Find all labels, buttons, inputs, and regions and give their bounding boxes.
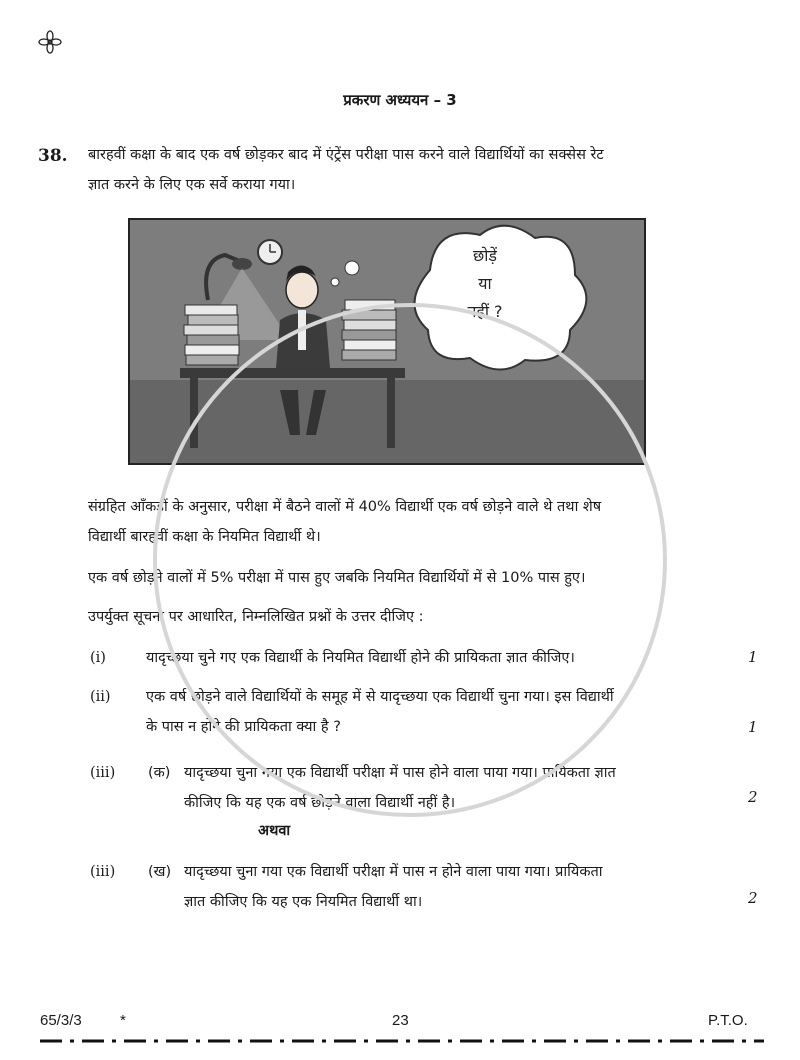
question-intro	[88, 140, 728, 200]
part-i-text: यादृच्छया चुने गए एक विद्यार्थी के नियमित विद्यार्थी होने की प्रायिकता ज्ञात कीजिए।	[146, 650, 575, 666]
part-ii-text	[146, 682, 736, 742]
bubble-line-2: या	[478, 274, 492, 293]
bubble-line-1: छोड़ें	[473, 246, 497, 265]
flower-ornament-icon	[38, 30, 62, 54]
part-iii-b-line-1: यादृच्छया चुना गया एक विद्यार्थी परीक्षा में पास न होने वाला पाया गया। प्रायिकता	[184, 864, 603, 880]
part-iii-a-line-2: कीजिए कि यह एक वर्ष छोड़ने वाला विद्यार्थी नहीं है।	[184, 795, 456, 811]
part-iii-b-number: (iii)	[90, 864, 116, 880]
part-iii-b-line-2: ज्ञात कीजिए कि यह एक नियमित विद्यार्थी था।	[184, 894, 423, 910]
section-heading: प्रकरण अध्ययन – 3	[343, 91, 457, 109]
or-separator: अथवा	[258, 823, 291, 839]
footer-page-number: 23	[392, 1012, 409, 1029]
illustration-svg	[130, 220, 644, 463]
question-number: 38.	[38, 146, 68, 166]
part-iii-a-text	[184, 758, 740, 818]
part-iii-b-marks: 2	[748, 889, 758, 907]
part-iii-a-number: (iii)	[90, 765, 116, 781]
part-iii-b-text	[184, 857, 740, 917]
student-illustration	[128, 218, 646, 465]
pass-rate-line: एक वर्ष छोड़ने वालों में 5% परीक्षा में पास हुए जबकि नियमित विद्यार्थियों में से 10% पास हुए।	[88, 570, 586, 586]
footer-star: *	[120, 1012, 126, 1029]
footer-dash-line	[40, 1038, 764, 1044]
part-ii-line-2: के पास न होने की प्रायिकता क्या है ?	[146, 719, 341, 735]
instruction-line: उपर्युक्त सूचना पर आधारित, निम्नलिखित प्रश्नों के उत्तर दीजिए :	[88, 609, 424, 625]
intro-line-1: बारहवीं कक्षा के बाद एक वर्ष छोड़कर बाद में एंट्रेंस परीक्षा पास करने वाले विद्यार्थियों का सक्सेस रेट	[88, 147, 604, 163]
part-ii-number: (ii)	[90, 689, 111, 705]
part-iii-a-marks: 2	[748, 788, 758, 806]
part-ii-line-1: एक वर्ष छोड़ने वाले विद्यार्थियों के समूह में से यादृच्छया एक विद्यार्थी चुना गया। इस विद्यार्थी	[146, 689, 614, 705]
part-i-marks: 1	[748, 648, 758, 666]
part-iii-a-line-1: यादृच्छया चुना गया एक विद्यार्थी परीक्षा में पास होने वाला पाया गया। प्रायिकता ज्ञात	[184, 765, 616, 781]
part-ii-marks: 1	[748, 718, 758, 736]
part-i-number: (i)	[90, 650, 106, 666]
bubble-line-3: नहीं ?	[467, 302, 503, 321]
part-iii-b-label: (ख)	[148, 864, 172, 880]
data-line-1: संग्रहित आँकड़ों के अनुसार, परीक्षा में बैठने वालों में 40% विद्यार्थी एक वर्ष छोड़ने वाले थे तथा शेष	[88, 499, 602, 515]
footer-code: 65/3/3	[40, 1012, 82, 1029]
data-paragraph	[88, 492, 728, 552]
data-line-2: विद्यार्थी बारहवीं कक्षा के नियमित विद्यार्थी थे।	[88, 529, 321, 545]
thought-cloud-text	[420, 242, 550, 326]
part-iii-a-label: (क)	[148, 765, 171, 781]
intro-line-2: ज्ञात करने के लिए एक सर्वे कराया गया।	[88, 177, 296, 193]
footer-pto: P.T.O.	[708, 1012, 748, 1029]
